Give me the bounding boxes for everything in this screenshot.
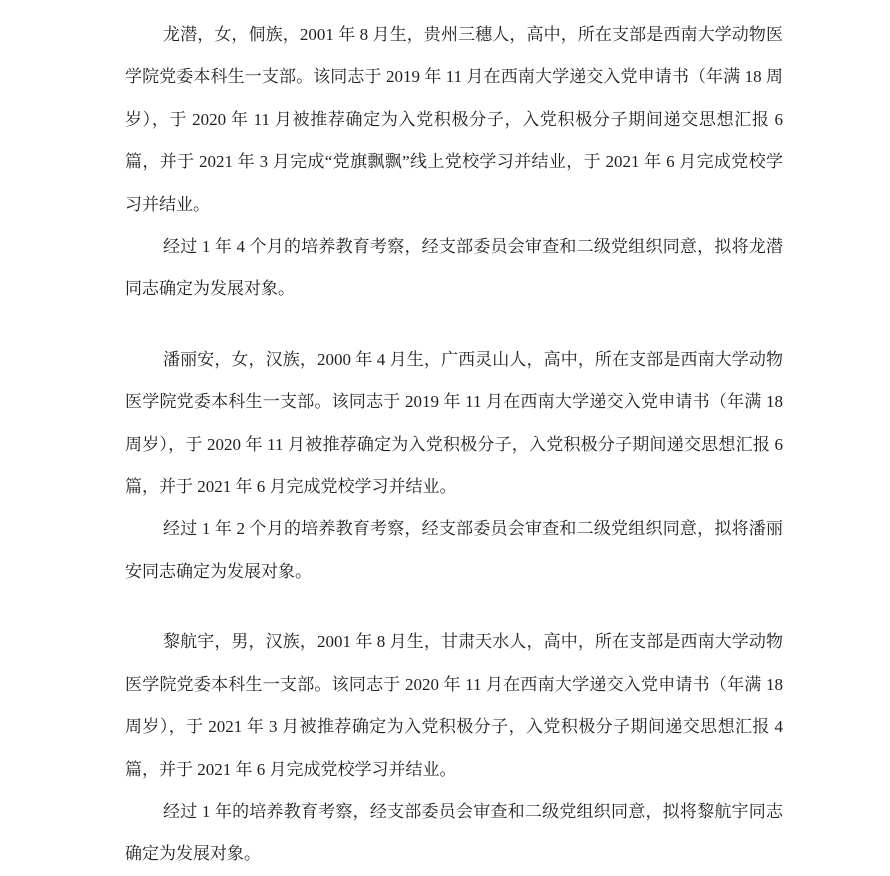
person-block-li-hangyu xyxy=(125,621,783,875)
person-block-long-qian xyxy=(125,14,783,311)
assessment-paragraph: 经过 1 年 2 个月的培养教育考察，经支部委员会审查和二级党组织同意，拟将潘丽安同志确定为发展对象。 xyxy=(125,519,783,581)
assessment-paragraph: 经过 1 年的培养教育考察，经支部委员会审查和二级党组织同意，拟将黎航宇同志确定为发展对象。 xyxy=(125,801,783,864)
assessment-paragraph: 经过 1 年 4 个月的培养教育考察，经支部委员会审查和二级党组织同意，拟将龙潜同志确定为发展对象。 xyxy=(125,237,783,299)
person-intro-paragraph: 潘丽安，女，汉族，2000 年 4 月生，广西灵山人，高中，所在支部是西南大学动物医学院党委本科生一支部。该同志于 2019 年 11 月在西南大学递交入党申请书（年满 18 周岁），于 2020 年 11 月被推荐确定为入党积极分子，入党积极分子期间递交思想汇报 6 篇，并于 2021 年 6 月完成党校学习并结业。 xyxy=(125,349,783,497)
document-content xyxy=(125,14,783,876)
person-block-pan-lian xyxy=(125,339,783,593)
person-intro-paragraph: 黎航宇，男，汉族，2001 年 8 月生，甘肃天水人，高中，所在支部是西南大学动物医学院党委本科生一支部。该同志于 2020 年 11 月在西南大学递交入党申请书（年满 18 周岁），于 2021 年 3 月被推荐确定为入党积极分子，入党积极分子期间递交思想汇报 4 篇，并于 2021 年 6 月完成党校学习并结业。 xyxy=(125,632,783,779)
person-intro-paragraph: 龙潜，女，侗族，2001 年 8 月生，贵州三穗人，高中，所在支部是西南大学动物医学院党委本科生一支部。该同志于 2019 年 11 月在西南大学递交入党申请书（年满 18 周岁），于 2020 年 11 月被推荐确定为入党积极分子，入党积极分子期间递交思想汇报 6 篇，并于 2021 年 3 月完成“党旗飘飘”线上党校学习并结业，于 2021 年 6 月完成党校学习并结业。 xyxy=(125,25,783,214)
